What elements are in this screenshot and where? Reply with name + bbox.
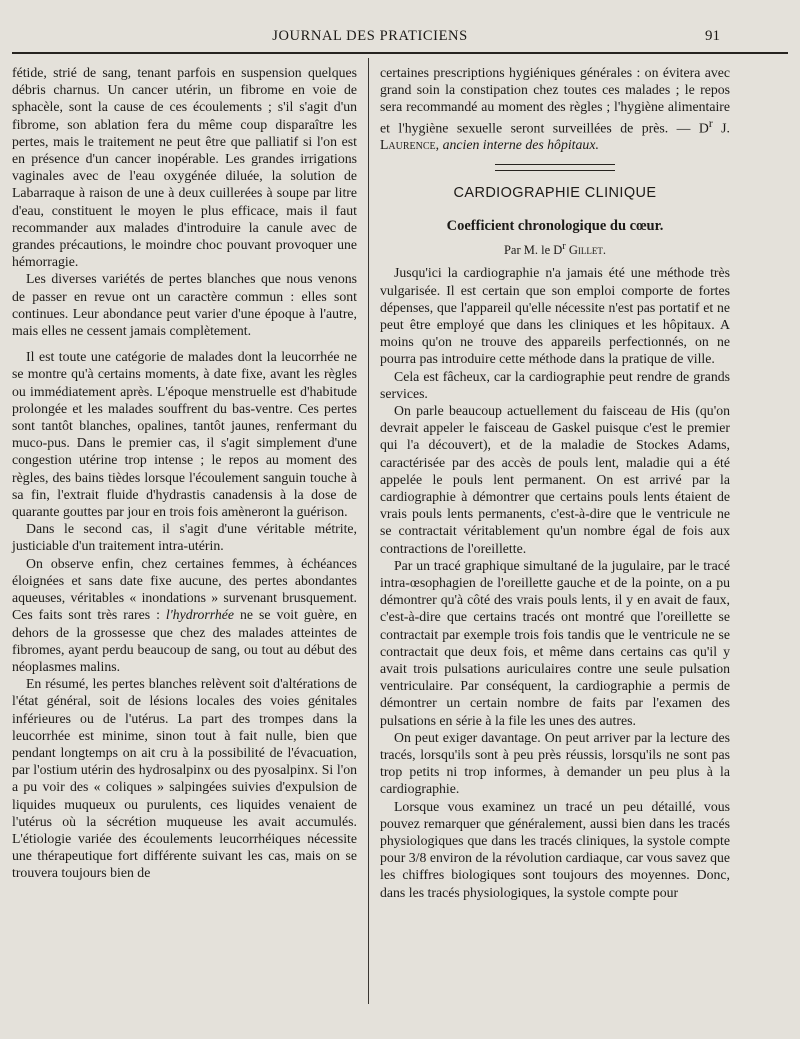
section-divider (495, 164, 615, 171)
paragraph: On peut exiger davantage. On peut arriver par la lecture des tracés, lorsqu'ils sont à peu près réussis, lorsqu'ils ne sont pas trop petits ni trop informes, à demander un peu plus à la cardiographie. (380, 729, 730, 797)
paragraph: En résumé, les pertes blanches relèvent soit d'altérations de l'état général, soit de lésions locales des voies génitales inférieures ou de l'utérus. La part des trompes dans la leucorrhée est minime, sinon tout à fait nulle, bien que pendant longtemps on ait cru à la possibilité de l'évacuation, par l'ostium utérin des hydrosalpinx ou des pyosalpinx. Si l'on a pu voir des « coliques » salpingées suivies d'expulsion de liquides muqueux ou purulents, ces liquides venaient de l'utérus où la sécrétion muqueuse les avait accumulés. L'étiologie variée des écoulements leucorrhéiques nécessite une thérapeutique fort différente suivant les cas, mais on se trouvera toujours bien de (12, 676, 357, 881)
paragraph: Dans le second cas, il s'agit d'une véritable métrite, justiciable d'un traitement intra-utérin. (12, 521, 357, 554)
header-rule (12, 52, 788, 54)
text-run: certaines prescriptions hygiéniques générales : on évitera avec grand soin la constipation chez toutes ces malades ; le repos sera recommandé au moment des règles ; l'hygiène alimentaire et l'hygiène sexuelle seront surveillées de près. — D (380, 65, 730, 136)
paragraph: On parle beaucoup actuellement du faisceau de His (qu'on devrait appeler le faisceau de Gaskel puisque c'est le premier qui l'a découvert), et de la maladie de Stockes Adams, caractérisée par des accès de pouls lent, maladie qui a été appelée le pouls lent permanent. On est arrivé par la cardiographie à démontrer que certains pouls lents étaient de vrais pouls lents permanents, c'est-à-dire que le ventricule ne se contractait véritablement qu'un nombre égal de fois aux contractions de l'oreillette. (380, 403, 730, 556)
text-run: . (602, 243, 607, 258)
column-divider (368, 58, 369, 1004)
journal-title: JOURNAL DES PRATICIENS (272, 28, 468, 44)
text-run: J. (712, 120, 730, 136)
text-run: Par M. le D (503, 243, 563, 258)
section-title: CARDIOGRAPHIE CLINIQUE (453, 184, 657, 201)
page-number: 91 (705, 28, 720, 44)
paragraph: Les diverses variétés de pertes blanches que nous venons de passer en revue ont un caractère commun : elles sont continues. Leur abondance peut varier d'une époque à l'autre, mais elles ne cessent jamais complètement. (12, 271, 357, 339)
page-header (20, 26, 720, 48)
author-title: ancien interne des hôpitaux. (442, 137, 599, 153)
paragraph: Lorsque vous examinez un tracé un peu détaillé, vous pouvez remarquer que généralement, aussi bien dans les tracés physiologiques que dans les tracés cliniques, la systole compte pour 3/8 environ de la révolution cardiaque, car vous savez que les chiffres biologiques sont toujours des moyennes. Donc, dans les tracés physiologiques, la systole compte pour (380, 798, 730, 900)
right-column (380, 64, 730, 901)
paragraph: Cela est fâcheux, car la cardiographie peut rendre de grands services. (380, 368, 730, 401)
paragraph: Jusqu'ici la cardiographie n'a jamais été une méthode très vulgarisée. Il est certain que son emploi comporte de fortes dépenses, que l'appareil qu'elle nécessite n'est pas portatif et ne peut être employé que dans les cliniques et les hôpitaux. A moins qu'on ne trouve des appareils perfectionnés, on ne pourra pas introduire cette méthode dans la pratique de ville. (380, 265, 730, 367)
paragraph: Par un tracé graphique simultané de la jugulaire, par le tracé intra-œsophagien de l'oreillette gauche et de la pointe, on a pu démontrer qu'à côté des vrais pouls lents, il y en avait de faux, c'est-à-dire que certains tracés ont montré que l'oreillette se contractait par exemple trois fois tandis que le ventricule ne se contractait que deux fois, et même dans certains cas qu'il y avait trois pulsations auriculaires contre une seule pulsation ventriculaire. Par conséquent, la cardiographie a permis de démontrer un certain nombre de faits par l'examen des pulsations en série à la file les unes des autres. (380, 557, 730, 728)
italic-term: l'hydrorrhée (165, 607, 234, 623)
text-run: , (435, 137, 443, 153)
superscript: r (708, 117, 713, 130)
byline (380, 238, 730, 259)
paragraph: Il est toute une catégorie de malades dont la leucorrhée ne se montre qu'à certains moments, à date fixe, avant les règles ou immédiatement après. L'époque menstruelle est d'habitude prolongée et les malades souffrent du bas-ventre. Ces pertes sont tantôt blanches, opalines, tantôt jaunes, renfermant du muco-pus. Dans le premier cas, il s'agit simplement d'une congestion utérine trop intense ; le repos au moment des règles, des bains tièdes lorsque l'écoulement sanguin touche à sa fin, l'extrait fluide d'hydrastis canadensis à la dose de quarante gouttes par jour en trois fois amèneront la guérison. (12, 349, 357, 520)
superscript: r (562, 241, 566, 253)
left-column (12, 64, 357, 882)
paragraph (12, 555, 357, 675)
author-name: Laurence (380, 137, 436, 153)
paragraph: fétide, strié de sang, tenant parfois en suspension quelques débris charnus. Un cancer utérin, un fibrome en voie de sphacèle, sont la cause de ces écoulements ; s'il s'agit d'un fibrome, son ablation fera du même coup disparaître les pertes, mais le traitement ne peut être que palliatif si l'on est en présence d'un cancer inopérable. Les grandes irrigations vaginales avec de l'eau oxygénée diluée, la solution de Labarraque à raison de une à deux cuillerées à soupe par litre d'eau, constituent le moyen le plus efficace, mais il faut recommander aux malades d'introduire la canule avec de grandes précautions, le moindre choc pouvant provoquer une hémorragie. (12, 65, 357, 270)
text-run: On observe enfin, chez certaines femmes, à échéances éloignées et sans date fixe aucune, des pertes abondantes aqueuses, véritables « inondations » survenant brusquement. Ces faits sont très rares : (12, 555, 357, 623)
article-title: Coefficient chronologique du cœur. (446, 217, 664, 234)
paragraph (380, 64, 730, 154)
author-name: Gillet (568, 243, 603, 258)
text-run: ne se voit guère, en dehors de la grossesse que chez des malades atteintes de fibromes, ayant perdu beaucoup de sang, ou tout au début des néoplasmes malins. (12, 607, 357, 674)
